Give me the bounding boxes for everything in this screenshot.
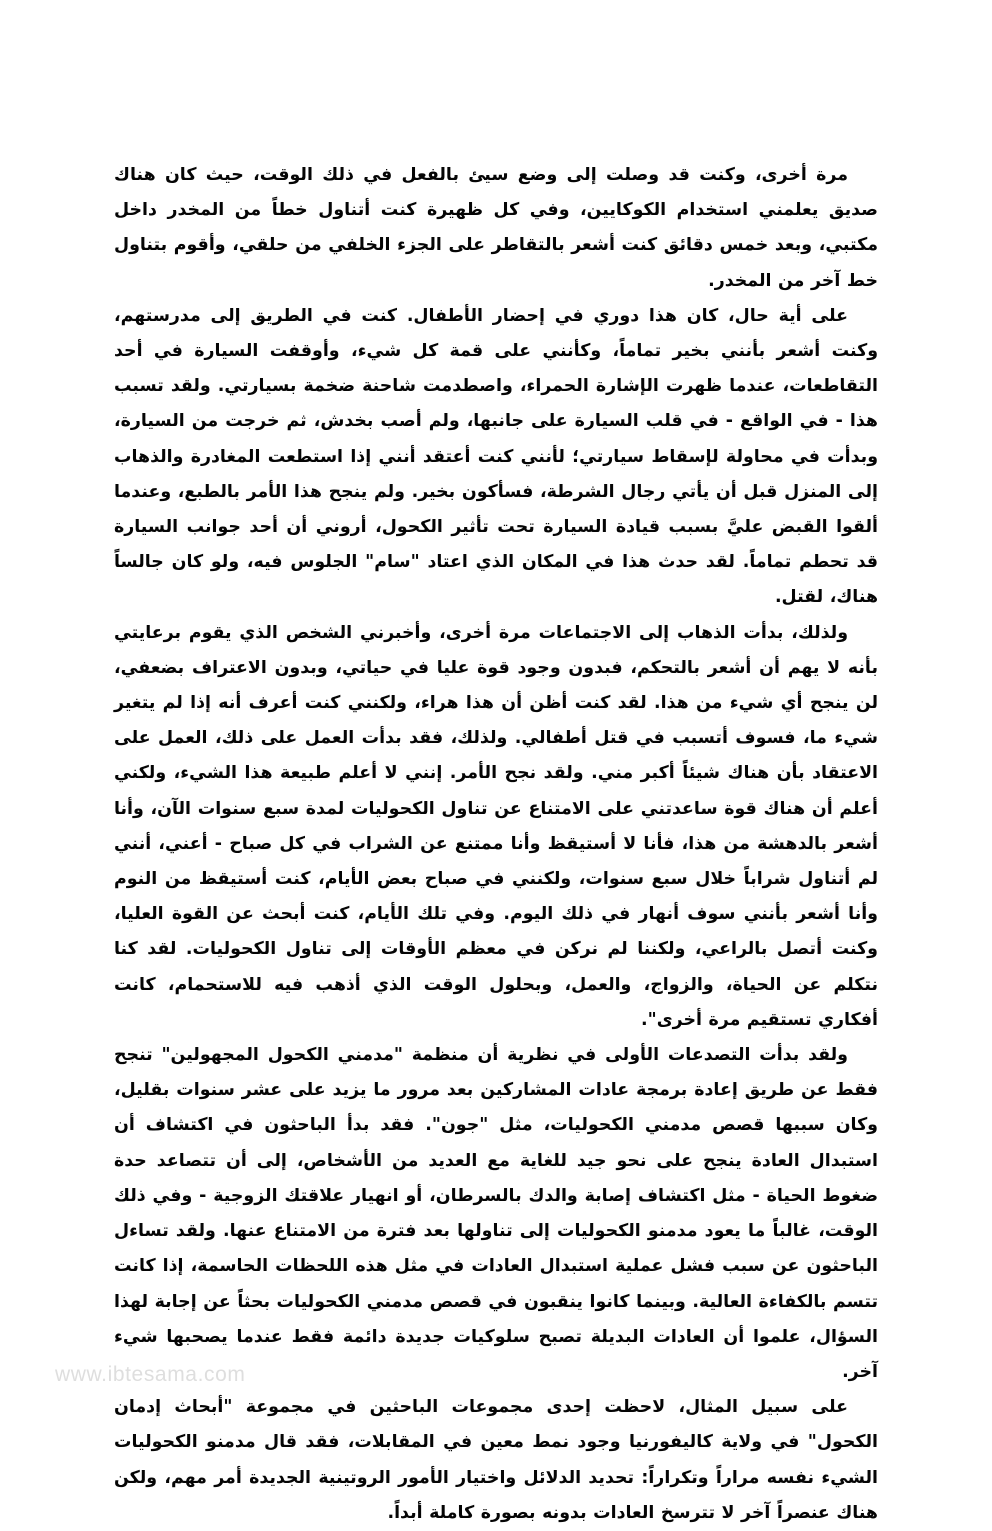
document-text-body — [114, 158, 878, 1531]
paragraph: مرة أخرى، وكنت قد وصلت إلى وضع سيئ بالفعل في ذلك الوقت، حيث كان هناك صديق يعلمني استخدام الكوكايين، وفي كل ظهيرة كنت أتناول خطاً من المخدر داخل مكتبي، وبعد خمس دقائق كنت أشعر بالتقاطر على الجزء الخلفي من حلقي، وأقوم بتناول خط آخر من المخدر. — [114, 165, 878, 291]
paragraph: على سبيل المثال، لاحظت إحدى مجموعات الباحثين في مجموعة "أبحاث إدمان الكحول" في ولاية كاليفورنيا وجود نمط معين في المقابلات، فقد قال مدمنو الكحوليات الشيء نفسه مراراً وتكراراً: تحديد الدلائل واختيار الأمور الروتينية الجديدة أمر مهم، ولكن هناك عنصراً آخر لا تترسخ العادات بدونه بصورة كاملة أبداً. — [114, 1397, 878, 1523]
paragraph: ولذلك، بدأت الذهاب إلى الاجتماعات مرة أخرى، وأخبرني الشخص الذي يقوم برعايتي بأنه لا يهم أن أشعر بالتحكم، فبدون وجود قوة عليا في حياتي، وبدون الاعتراف بضعفي، لن ينجح أي شيء من هذا. لقد كنت أظن أن هذا هراء، ولكنني كنت أعرف أنه إذا لم يتغير شيء ما، فسوف أتسبب في قتل أطفالي. ولذلك، فقد بدأت العمل على ذلك، العمل على الاعتقاد بأن هناك شيئاً أكبر مني. ولقد نجح الأمر. إنني لا أعلم طبيعة هذا الشيء، ولكني أعلم أن هناك قوة ساعدتني على الامتناع عن تناول الكحوليات لمدة سبع سنوات الآن، وأنا أشعر بالدهشة من هذا، فأنا لا أستيقظ وأنا ممتنع عن الشراب في كل صباح - أعني، أنني لم أتناول شراباً خلال سبع سنوات، ولكنني في صباح بعض الأيام، كنت أستيقظ من النوم وأنا أشعر بأنني سوف أنهار في ذلك اليوم. وفي تلك الأيام، كنت أبحث عن القوة العليا، وكنت أتصل بالراعي، ولكننا لم نركن في معظم الأوقات إلى تناول الكحوليات. لقد كنا نتكلم عن الحياة، والزواج، والعمل، وبحلول الوقت الذي أذهب فيه للاستحمام، كانت أفكاري تستقيم مرة أخرى". — [114, 622, 878, 1030]
paragraph: ولقد بدأت التصدعات الأولى في نظرية أن منظمة "مدمني الكحول المجهولين" تنجح فقط عن طريق إعادة برمجة عادات المشاركين بعد مرور ما يزيد على عشر سنوات بقليل، وكان سببها قصص مدمني الكحوليات، مثل "جون". فقد بدأ الباحثون في اكتشاف أن استبدال العادة ينجح على نحو جيد للغاية مع العديد من الأشخاص، إلى أن تتصاعد حدة ضغوط الحياة - مثل اكتشاف إصابة والدك بالسرطان، أو انهيار علاقتك الزوجية - وفي ذلك الوقت، غالباً ما يعود مدمنو الكحوليات إلى تناولها بعد فترة من الامتناع عنها. ولقد تساءل الباحثون عن سبب فشل عملية استبدال العادات في مثل هذه اللحظات الحاسمة، إذا كانت تتسم بالكفاءة العالية. وبينما كانوا ينقبون في قصص مدمني الكحوليات بحثاً عن إجابة لهذا السؤال، علموا أن العادات البديلة تصبح سلوكيات جديدة دائمة فقط عندما يصحبها شيء آخر. — [114, 1045, 878, 1382]
site-watermark: www.ibtesama.com — [55, 1363, 246, 1386]
paragraph: على أية حال، كان هذا دوري في إحضار الأطفال. كنت في الطريق إلى مدرستهم، وكنت أشعر بأنني بخير تماماً، وكأنني على قمة كل شيء، وأوقفت السيارة في أحد التقاطعات، عندما ظهرت الإشارة الحمراء، واصطدمت شاحنة ضخمة بسيارتي. ولقد تسبب هذا - في الواقع - في قلب السيارة على جانبها، ولم أصب بخدش، ثم خرجت من السيارة، وبدأت في محاولة لإسقاط سيارتي؛ لأنني كنت أعتقد أنني إذا استطعت المغادرة والذهاب إلى المنزل قبل أن يأتي رجال الشرطة، فسأكون بخير. ولم ينجح هذا الأمر بالطبع، وعندما ألقوا القبض عليَّ بسبب قيادة السيارة تحت تأثير الكحول، أروني أن أحد جوانب السيارة قد تحطم تماماً. لقد حدث هذا في المكان الذي اعتاد "سام" الجلوس فيه، ولو كان جالساً هناك، لقتل. — [114, 305, 878, 608]
